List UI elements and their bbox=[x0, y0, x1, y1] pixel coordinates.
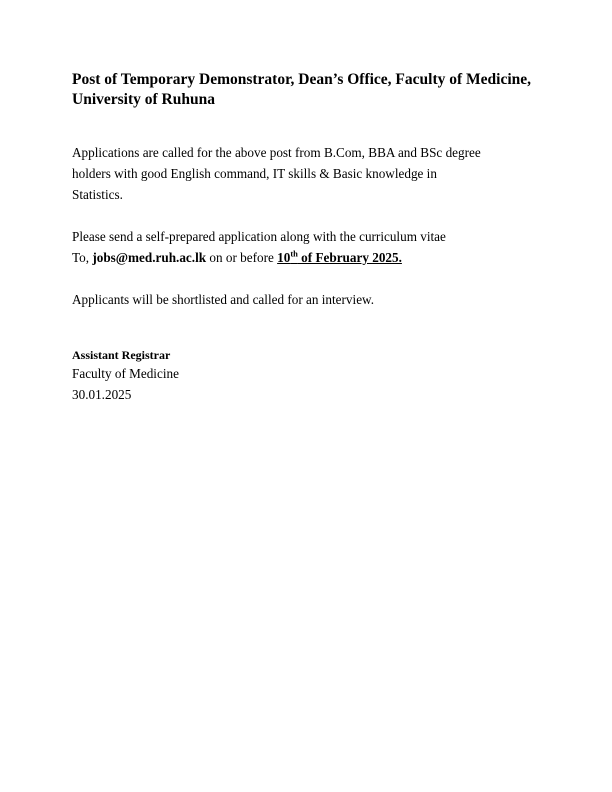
on-or-before-text: on or before bbox=[206, 250, 278, 265]
deadline-day-suffix: th bbox=[290, 248, 298, 259]
signatory-department: Faculty of Medicine bbox=[72, 366, 179, 381]
eligibility-line-2: holders with good English command, IT skills & Basic knowledge in bbox=[72, 166, 437, 181]
signatory-title: Assistant Registrar bbox=[72, 348, 171, 362]
eligibility-line-3: Statistics. bbox=[72, 187, 123, 202]
notice-title bbox=[72, 70, 542, 110]
application-email[interactable]: jobs@med.ruh.ac.lk bbox=[92, 250, 207, 265]
deadline-day: 10 bbox=[277, 250, 291, 265]
application-instructions-paragraph bbox=[72, 226, 542, 268]
notice-title-line-1: Post of Temporary Demonstrator, Dean’s Office, Faculty of Medicine, bbox=[72, 71, 532, 88]
signature-block bbox=[72, 347, 372, 405]
to-prefix: To, bbox=[72, 250, 93, 265]
notice-title-line-2: University of Ruhuna bbox=[72, 91, 215, 108]
shortlist-text: Applicants will be shortlisted and called for an interview. bbox=[72, 292, 375, 307]
eligibility-line-1: Applications are called for the above post from B.Com, BBA and BSc degree bbox=[72, 145, 481, 160]
eligibility-paragraph bbox=[72, 142, 542, 205]
shortlist-paragraph bbox=[72, 289, 542, 310]
instructions-line-1: Please send a self-prepared application along with the curriculum vitae bbox=[72, 229, 446, 244]
instructions-line-2 bbox=[72, 247, 542, 268]
deadline-month-year: of February 2025. bbox=[297, 250, 402, 265]
notice-date: 30.01.2025 bbox=[72, 387, 132, 402]
deadline-date bbox=[277, 250, 402, 265]
